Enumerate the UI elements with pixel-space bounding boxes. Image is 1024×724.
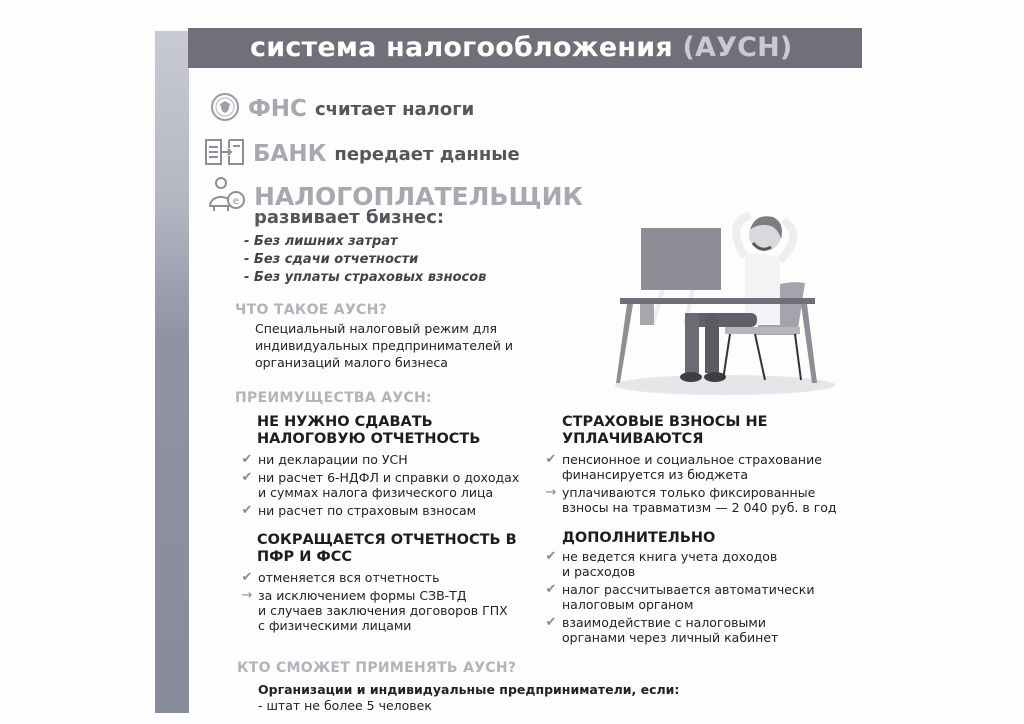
role-taxpayer-name: НАЛОГОПЛАТЕЛЬЩИК [254, 181, 583, 211]
list-item: ✔ ни расчет 6-НДФЛ и справки о доходах и суммах налога физического лица [258, 470, 548, 500]
list-item: ✔ налог рассчитывается автоматически налоговым органом [562, 582, 862, 612]
list-item: ✔ отменяется вся отчетность [258, 570, 548, 585]
check-icon: ✔ [241, 452, 253, 467]
svg-text:e: e [232, 196, 240, 207]
check-icon: ✔ [241, 470, 253, 485]
role-fns-action: считает налоги [314, 98, 475, 120]
arrow-right-icon: → [545, 485, 557, 500]
role-fns [210, 92, 474, 126]
side-decorative-bar [155, 31, 189, 713]
role-bank-action: передает данные [334, 143, 520, 165]
arrow-right-icon: → [241, 588, 253, 603]
role-taxpayer-action: развивает бизнес: [254, 207, 445, 228]
section-list-insurance [545, 452, 862, 518]
check-icon: ✔ [545, 615, 557, 630]
bank-transfer-icon [205, 138, 245, 170]
role-bank [205, 138, 520, 170]
section-title: НЕ НУЖНО СДАВАТЬ НАЛОГОВУЮ ОТЧЕТНОСТЬ [257, 414, 481, 447]
list-item: ✔ не ведется книга учета доходов и расходов [562, 549, 862, 579]
section-list-additional [545, 549, 862, 648]
what-is-title: ЧТО ТАКОЕ АУСН? [235, 302, 388, 318]
who-can-condition: - штат не более 5 человек [258, 698, 432, 713]
check-icon: ✔ [545, 582, 557, 597]
section-title: СТРАХОВЫЕ ВЗНОСЫ НЕ УПЛАЧИВАЮТСЯ [562, 414, 768, 447]
benefits-short-list [244, 233, 486, 287]
page-title-abbr: (АУСН) [682, 32, 793, 63]
check-icon: ✔ [241, 503, 253, 518]
list-item: ✔ ни декларации по УСН [258, 452, 548, 467]
page-title [250, 28, 792, 68]
list-item: ✔ взаимодействие с налоговыми органами через личный кабинет [562, 615, 862, 645]
section-list-pfr-fss [241, 570, 548, 636]
list-item: → за исключением формы СЗВ-ТД и случаев заключения договоров ГПХ с физическими лицами [258, 588, 548, 633]
advantages-title: ПРЕИМУЩЕСТВА АУСН: [235, 390, 432, 406]
list-item: ✔ ни расчет по страховым взносам [258, 503, 548, 518]
list-item: ✔ пенсионное и социальное страхование финансируется из бюджета [562, 452, 862, 482]
check-icon: ✔ [545, 452, 557, 467]
fns-emblem-icon [210, 92, 240, 126]
benefit-item: - Без уплаты страховых взносов [244, 270, 487, 285]
list-item: → уплачиваются только фиксированные взносы на травматизм — 2 040 руб. в год [562, 485, 862, 515]
what-is-text: Специальный налоговый режим для индивидуальных предпринимателей и организаций малого бизнеса [255, 321, 513, 370]
section-list-no-reports [241, 452, 548, 521]
check-icon: ✔ [241, 570, 253, 585]
benefit-item: - Без сдачи отчетности [244, 252, 419, 267]
person-at-computer-illustration [605, 195, 850, 395]
role-bank-name: БАНК [253, 141, 327, 167]
who-can-intro: Организации и индивидуальные предприниматели, если: [258, 682, 680, 697]
page-title-main: система налогообложения [250, 32, 673, 63]
who-can-title: КТО СМОЖЕТ ПРИМЕНЯТЬ АУСН? [237, 660, 517, 676]
section-title: СОКРАЩАЕТСЯ ОТЧЕТНОСТЬ В ПФР И ФСС [257, 532, 517, 565]
section-title: ДОПОЛНИТЕЛЬНО [562, 530, 716, 546]
taxpayer-icon [208, 176, 246, 216]
check-icon: ✔ [545, 549, 557, 564]
benefit-item: - Без лишних затрат [244, 234, 398, 249]
role-fns-name: ФНС [248, 96, 307, 122]
